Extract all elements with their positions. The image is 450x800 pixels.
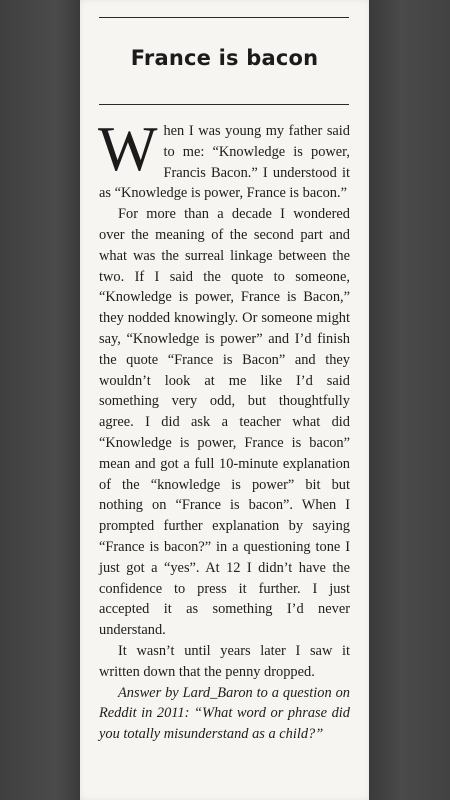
paragraph-1 xyxy=(98,114,350,204)
paragraph-3: It wasn’t until years later I saw it written down that the penny dropped. xyxy=(99,642,350,680)
drop-cap: W xyxy=(98,114,158,184)
article-page xyxy=(80,0,369,800)
paragraph-2: For more than a decade I wondered over the meaning of the second part and what was the surreal linkage between the two. If I said the quote to someone, “Knowledge is power, France is Bacon,” they nodded knowingly. Or someone might say, “Knowledge is power” and I’d finish the quote “France is Bacon” and they wouldn’t look at me like I’d said something very odd, but thoughtfully agree. I did ask a teacher what did “Knowledge is power, France is bacon” mean and got a full 10-minute explanation of the “knowledge is power” bit but nothing on “France is bacon”. When I prompted further explanation by saying “France is bacon?” in a questioning tone I just got a “yes”. At 12 I didn’t have the confidence to press it further. I just accepted it as something I’d never understand. xyxy=(99,206,350,639)
attribution: Answer by Lard_Baron to a question on Reddit in 2011: “What word or phrase did you totally misunderstand as a child?” xyxy=(99,684,350,743)
paragraph-1-text: hen I was young my father said to me: “Knowledge is power, Francis Bacon.” I understood it as “Knowledge is power, France is bacon.” xyxy=(99,123,350,202)
top-rule xyxy=(99,17,349,18)
article-body xyxy=(98,114,350,745)
left-background-edge xyxy=(0,0,80,800)
article-title: France is bacon xyxy=(130,46,319,70)
bottom-rule xyxy=(99,104,349,105)
right-background-edge xyxy=(369,0,450,800)
